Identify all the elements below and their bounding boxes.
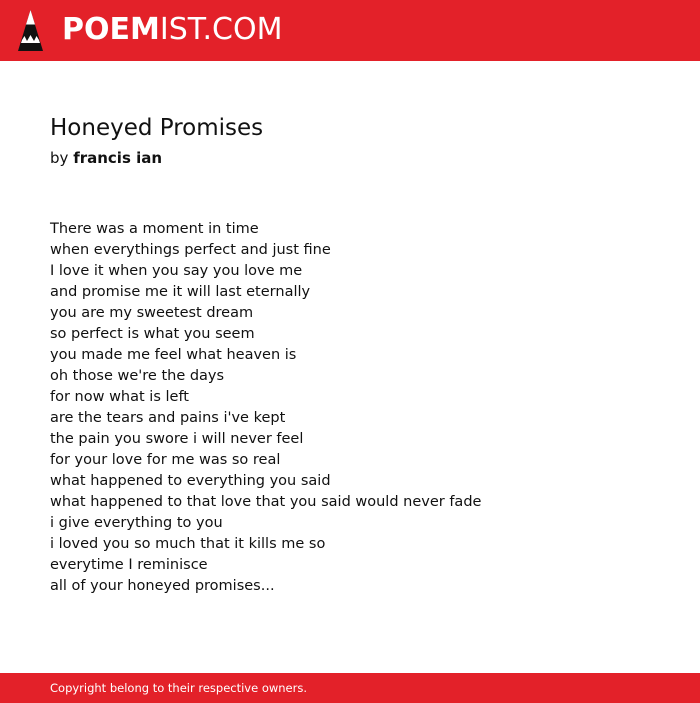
poem-line: i loved you so much that it kills me so [50, 536, 326, 552]
poem-line: what happened to that love that you said would never fade [50, 494, 482, 510]
poem-line: you are my sweetest dream [50, 305, 254, 321]
poem-line: everytime I reminisce [50, 557, 208, 573]
poem-line: when everythings perfect and just fine [50, 242, 331, 258]
site-header [0, 0, 700, 61]
logo-bold-part: POEM [62, 12, 160, 47]
poem-line: for your love for me was so real [50, 452, 281, 468]
poem-line: I love it when you say you love me [50, 263, 303, 279]
poem-line: all of your honeyed promises... [50, 578, 275, 594]
poem-byline [50, 149, 162, 167]
poem-author: francis ian [73, 149, 163, 167]
poem-line: so perfect is what you seem [50, 326, 255, 342]
copyright-text: Copyright belong to their respective owners. [50, 681, 308, 695]
poem-line: are the tears and pains i've kept [50, 410, 286, 426]
pencil-tip-icon[interactable] [18, 10, 43, 51]
poem-line: the pain you swore i will never feel [50, 431, 304, 447]
logo-light-part: IST.COM [159, 12, 283, 47]
site-footer [0, 673, 700, 703]
poem-line: you made me feel what heaven is [50, 347, 297, 363]
poem-line: what happened to everything you said [50, 473, 331, 489]
site-logo[interactable] [62, 12, 282, 48]
poem-line: and promise me it will last eternally [50, 284, 311, 300]
by-label: by [50, 149, 69, 167]
poem-line: for now what is left [50, 389, 189, 405]
poem-line: oh those we're the days [50, 368, 225, 384]
poem-line: There was a moment in time [50, 221, 259, 237]
poem-title: Honeyed Promises [50, 115, 264, 141]
poem-line: i give everything to you [50, 515, 223, 531]
poem-body [50, 219, 481, 597]
